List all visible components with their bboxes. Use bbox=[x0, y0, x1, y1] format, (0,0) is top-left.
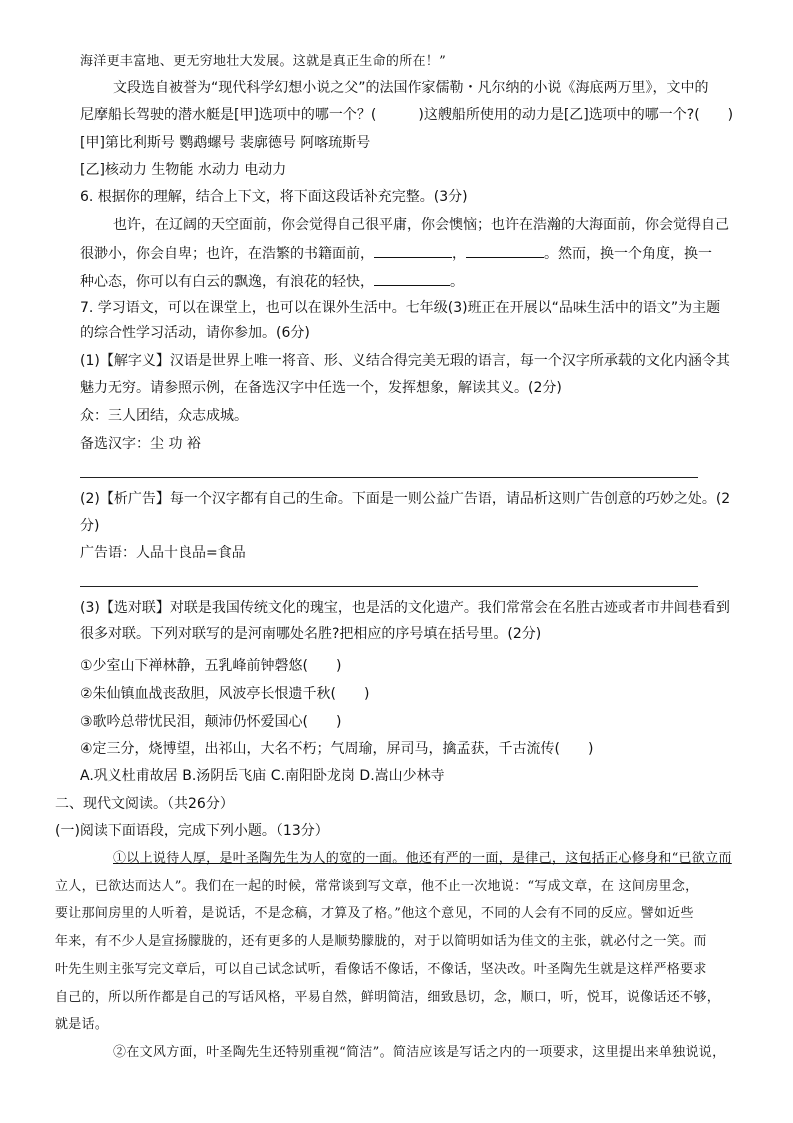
q7-part3-line-1: (3)【选对联】对联是我国传统文化的瑰宝，也是活的文化遗产。我们常常会在名胜古迹或者市井闾巷看到 bbox=[80, 600, 730, 616]
q7-part2-answer-line[interactable] bbox=[80, 586, 698, 587]
couplet-item: ②朱仙镇血战丧敌胆，风波亭长恨遗千秋( ) bbox=[80, 686, 370, 702]
q7-stem-2: 的综合性学习活动，请你参加。(6分) bbox=[80, 325, 310, 341]
q7-part1-candidates: 备选汉字：尘 功 裕 bbox=[80, 436, 201, 452]
reading-para-1-line: 立人，已欲达而达人”。我们在一起的时候，常常谈到写文章，他不止一次地说：“写成文章，在 这间房里念， bbox=[55, 879, 699, 894]
couplet-item: ③歌吟总带忧民泪，颠沛仍怀爱国心( ) bbox=[80, 714, 342, 730]
q7-part2-ad: 广告语：人品十良品=食品 bbox=[80, 545, 246, 561]
reading-para-1-line: 叶先生则主张写完文章后，可以自己试念试听，看像话不像话，不像话，坚决改。叶圣陶先生就是这样严格要求 bbox=[55, 962, 707, 977]
couplet-choices: A.巩义杜甫故居 B.汤阴岳飞庙 C.南阳卧龙岗 D.嵩山少林寺 bbox=[80, 768, 445, 784]
q6-line-2 bbox=[80, 243, 712, 264]
q7-part3-line-2: 很多对联。下列对联写的是河南哪处名胜?把相应的序号填在括号里。(2分) bbox=[80, 626, 542, 642]
q7-part1-line-2: 魅力无穷。请参照示例，在备选汉字中任选一个，发挥想象，解读其义。(2分) bbox=[80, 380, 562, 396]
couplet-item: ④定三分，烧博望，出祁山，大名不朽；气周瑜，屏司马，擒孟获，千古流传( ) bbox=[80, 741, 594, 757]
q7-part1-example: 众：三人团结，众志成城。 bbox=[80, 408, 248, 424]
q5-line-2: 尼摩船长驾驶的潜水艇是[甲]选项中的哪一个？( )这艘船所使用的动力是[乙]选项中的哪一个?( ) bbox=[80, 107, 734, 123]
q7-part1-line-1: (1)【解字义】汉语是世界上唯一将音、形、义结合得完美无瑕的语言，每一个汉字所承载的文化内涵令其 bbox=[80, 353, 730, 369]
q6-line-3-text-b: 。 bbox=[450, 274, 464, 290]
reading-para-1-line: 年来，有不少人是宣扬朦胧的，还有更多的人是顺势朦胧的，对于以简明如话为佳文的主张，就必付之一笑。而 bbox=[55, 934, 707, 949]
q5-options-yi: [乙]核动力 生物能 水动力 电动力 bbox=[80, 162, 287, 178]
reading-para-1-line bbox=[113, 849, 732, 869]
q6-line-3-text-a: 种心态，你可以有白云的飘逸，有浪花的轻快， bbox=[80, 274, 374, 290]
section-2-heading: 二、现代文阅读。（共26分） bbox=[55, 796, 234, 812]
q6-line-2-text-c: 。然而，换一个角度，换一 bbox=[544, 246, 712, 262]
q6-blank-3[interactable] bbox=[374, 271, 450, 286]
reading-para-1-line: 就是话。 bbox=[55, 1017, 109, 1032]
section-2-subheading: (一)阅读下面语段，完成下列小题。（13分） bbox=[55, 823, 329, 839]
passage-end-line: 海洋更丰富地、更无穷地壮大发展。这就是真正生命的所在！” bbox=[80, 54, 447, 69]
q7-part2-line-1: (2)【析广告】每一个汉字都有自己的生命。下面是一则公益广告语，请品析这则广告创意的巧妙之处。(2 bbox=[80, 491, 731, 507]
reading-para-1-line: 自己的，所以所作都是自己的写话风格，平易自然，鲜明简洁，细致恳切，念，顺口，听，悦耳，说像话还不够， bbox=[55, 990, 721, 1005]
reading-para-1-underlined: ①以上说待人厚，是叶圣陶先生为人的宽的一面。他还有严的一面，是律己，这包括正心修身和“已欲立而 bbox=[113, 851, 732, 866]
reading-para-1-line: 要让那间房里的人听着，是说话，不是念稿，才算及了格。”他这个意见，不同的人会有不同的反应。譬如近些 bbox=[55, 906, 694, 921]
couplet-item: ①少室山下禅林静，五乳峰前钟磬悠( ) bbox=[80, 658, 342, 674]
q6-line-2-text-a: 很渺小，你会自卑；也许，在浩繁的书籍面前， bbox=[80, 246, 374, 262]
q6-blank-1[interactable] bbox=[374, 243, 452, 258]
q6-line-2-text-b: ， bbox=[452, 246, 466, 262]
q6-line-3 bbox=[80, 271, 464, 292]
q6-stem: 6. 根据你的理解，结合上下文，将下面这段话补充完整。(3分) bbox=[80, 189, 468, 205]
q5-options-jia: [甲]第比利斯号 鹦鹉螺号 裴廓德号 阿喀琉斯号 bbox=[80, 135, 371, 151]
q6-blank-2[interactable] bbox=[466, 243, 544, 258]
q6-line-1: 也许，在辽阔的天空面前，你会觉得自己很平庸，你会懊恼；也许在浩瀚的大海面前，你会觉得自己 bbox=[113, 217, 729, 233]
reading-para-2-line: ②在文风方面，叶圣陶先生还特别重视“简洁”。简洁应该是写话之内的一项要求，这里提出来单独说说， bbox=[113, 1045, 726, 1060]
q7-stem-1: 7. 学习语文，可以在课堂上，也可以在课外生活中。七年级(3)班正在开展以“品味生活中的语文”为主题 bbox=[80, 300, 721, 316]
q5-line-1: 文段选自被誉为“现代科学幻想小说之父”的法国作家儒勒・凡尔纳的小说《海底两万里》，文中的 bbox=[113, 80, 709, 96]
q7-part1-answer-line[interactable] bbox=[80, 477, 698, 478]
q7-part2-line-2: 分) bbox=[80, 518, 100, 534]
